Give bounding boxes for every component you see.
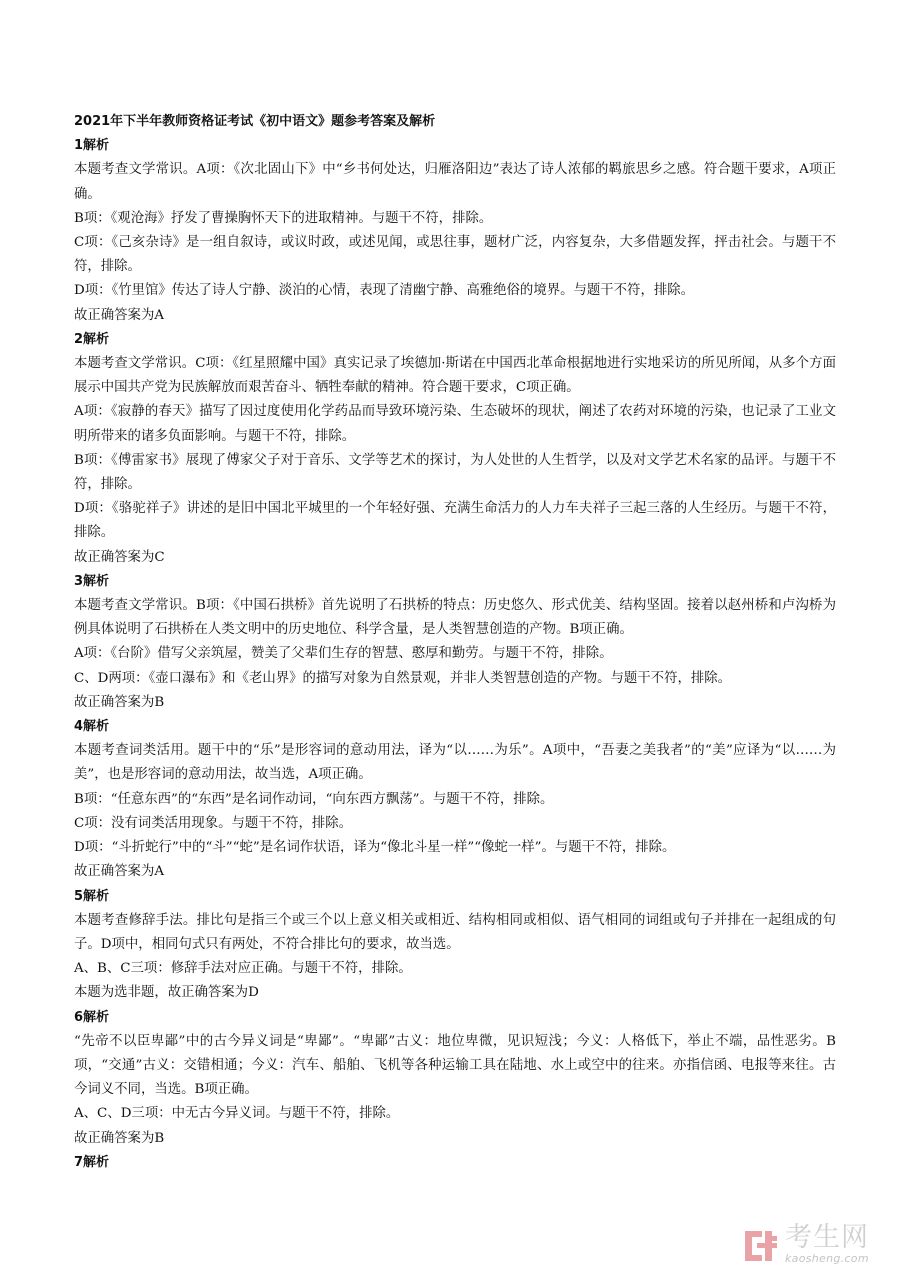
section-6 — [74, 1006, 836, 1151]
section-2 — [74, 328, 836, 570]
section-3 — [74, 570, 836, 715]
answer-line: 故正确答案为C — [74, 549, 165, 565]
section-heading: 6解析 — [74, 1009, 110, 1025]
section-4 — [74, 715, 836, 884]
section-5 — [74, 885, 836, 1006]
paragraph: 本题考查修辞手法。排比句是指三个或三个以上意义相关或相近、结构相同或相似、语气相同的词组或句子并排在一起组成的句子。D项中，相同句式只有两处，不符合排比句的要求，故当选。 — [74, 912, 836, 952]
paragraph: A项：《寂静的春天》描写了因过度使用化学药品而导致环境污染、生态破坏的现状，阐述了农药对环境的污染，也记录了工业文明所带来的诸多负面影响。与题干不符，排除。 — [74, 404, 836, 444]
paragraph: 本题考查词类活用。题干中的“乐”是形容词的意动用法，译为“以……为乐”。A项中，“吾妻之美我者”的“美”应译为“以……为美”，也是形容词的意动用法，故当选，A项正确。 — [74, 743, 836, 783]
section-heading: 5解析 — [74, 888, 110, 904]
watermark — [743, 1222, 883, 1268]
paragraph: 本题考查文学常识。A项：《次北固山下》中“乡书何处达，归雁洛阳边”表达了诗人浓郁的羁旅思乡之感。符合题干要求，A项正确。 — [74, 162, 836, 202]
section-heading: 4解析 — [74, 719, 110, 735]
kaosheng-logo-icon — [743, 1228, 779, 1264]
paragraph: A、B、C三项：修辞手法对应正确。与题干不符，排除。 — [74, 961, 412, 977]
document-body — [74, 110, 836, 1175]
paragraph: A项：《台阶》借写父亲筑屋，赞美了父辈们生存的智慧、憨厚和勤劳。与题干不符，排除。 — [74, 646, 613, 662]
section-heading: 3解析 — [74, 573, 110, 589]
watermark-url: kaosheng.com — [785, 1252, 869, 1265]
answer-line: 本题为选非题，故正确答案为D — [74, 985, 259, 1001]
paragraph: “先帝不以臣卑鄙”中的古今异义词是“卑鄙”。“卑鄙”古义：地位卑微，见识短浅；今义：人格低下，举止不端，品性恶劣。B项，“交通”古义：交错相通；今义：汽车、船舶、飞机等各种运输工具在陆地、水上或空中的往来。亦指信函、电报等来往。古今词义不同，当选。B项正确。 — [74, 1033, 836, 1098]
answer-line: 故正确答案为A — [74, 307, 165, 323]
paragraph: C、D两项：《壶口瀑布》和《老山界》的描写对象为自然景观，并非人类智慧创造的产物。与题干不符，排除。 — [74, 670, 732, 686]
paragraph: B项：《傅雷家书》展现了傅家父子对于音乐、文学等艺术的探讨，为人处世的人生哲学，以及对文学艺术名家的品评。与题干不符，排除。 — [74, 452, 836, 493]
paragraph: D项：《骆驼祥子》讲述的是旧中国北平城里的一个年轻好强、充满生命活力的人力车夫祥子三起三落的人生经历。与题干不符，排除。 — [74, 501, 836, 541]
paragraph: B项：《观沧海》抒发了曹操胸怀天下的进取精神。与题干不符，排除。 — [74, 210, 493, 226]
section-heading: 2解析 — [74, 331, 110, 347]
paragraph: D项：《竹里馆》传达了诗人宁静、淡泊的心情，表现了清幽宁静、高雅绝俗的境界。与题干不符，排除。 — [74, 283, 695, 299]
section-heading: 1解析 — [74, 138, 110, 154]
section-7 — [74, 1151, 836, 1175]
section-heading: 7解析 — [74, 1154, 110, 1170]
paragraph: A、C、D三项：中无古今异义词。与题干不符，排除。 — [74, 1106, 400, 1122]
answer-line: 故正确答案为B — [74, 1130, 165, 1146]
paragraph: C项：没有词类活用现象。与题干不符，排除。 — [74, 815, 353, 831]
paragraph: D项：“斗折蛇行”中的“斗”“蛇”是名词作状语，译为“像北斗星一样”“像蛇一样”。与题干不符，排除。 — [74, 840, 676, 856]
paragraph: 本题考查文学常识。B项：《中国石拱桥》首先说明了石拱桥的特点：历史悠久、形式优美、结构坚固。接着以赵州桥和卢沟桥为例具体说明了石拱桥在人类文明中的历史地位、科学含量，是人类智慧创造的产物。B项正确。 — [74, 598, 836, 638]
section-1 — [74, 134, 836, 328]
document-title: 2021年下半年教师资格证考试《初中语文》题参考答案及解析 — [74, 114, 436, 129]
answer-line: 故正确答案为A — [74, 864, 165, 880]
watermark-site-name: 考生网 — [785, 1222, 869, 1253]
paragraph: C项：《己亥杂诗》是一组自叙诗，或议时政，或述见闻，或思往事，题材广泛，内容复杂，大多借题发挥，抨击社会。与题干不符，排除。 — [74, 235, 836, 275]
paragraph: 本题考查文学常识。C项：《红星照耀中国》真实记录了埃德加·斯诺在中国西北革命根据地进行实地采访的所见所闻，从多个方面展示中国共产党为民族解放而艰苦奋斗、牺牲奉献的精神。符合题干要求，C项正确。 — [74, 356, 836, 396]
paragraph: B项：“任意东西”的“东西”是名词作动词，“向东西方飘荡”。与题干不符，排除。 — [74, 791, 554, 807]
answer-line: 故正确答案为B — [74, 694, 165, 710]
